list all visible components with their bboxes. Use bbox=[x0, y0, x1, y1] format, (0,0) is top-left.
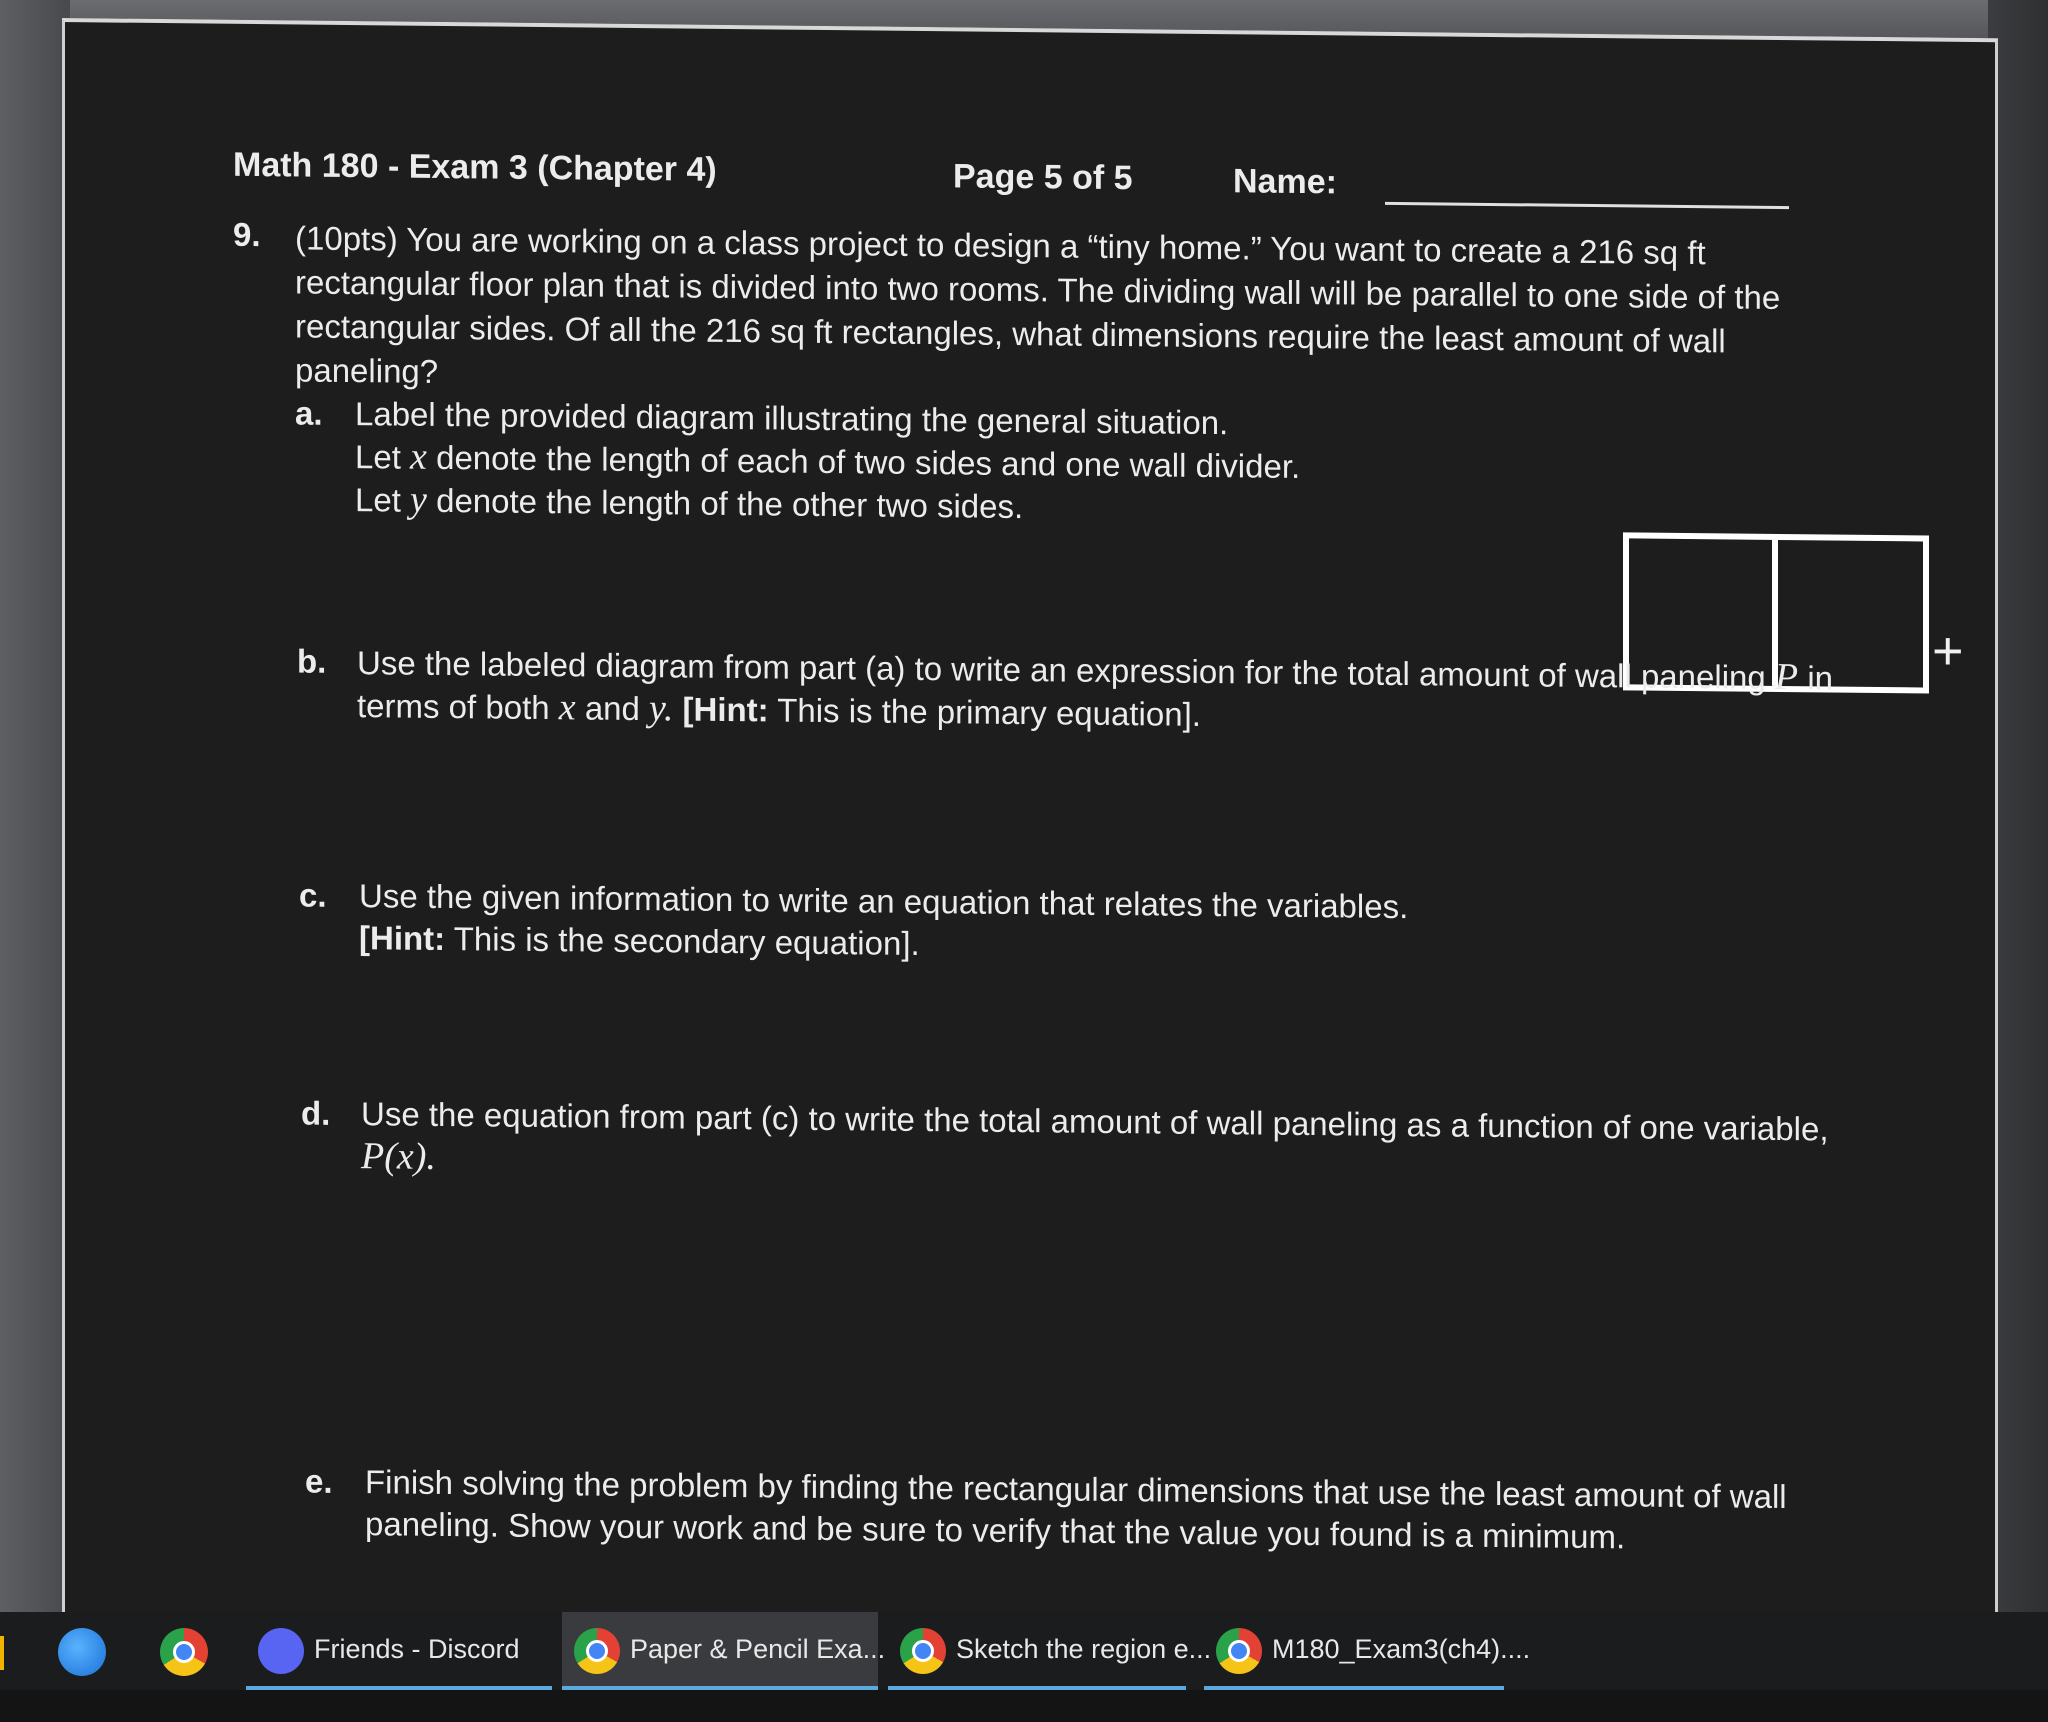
taskbar-window-label: Paper & Pencil Exa... bbox=[630, 1634, 886, 1664]
edge-icon[interactable] bbox=[58, 1628, 106, 1676]
taskbar-window-m180-exam3[interactable] bbox=[1204, 1612, 1531, 1690]
chrome-icon bbox=[900, 1628, 946, 1674]
part-b-hint-label: [Hint: bbox=[682, 690, 769, 729]
page-indicator: Page 5 of 5 bbox=[953, 157, 1133, 198]
taskbar-window-label: Friends - Discord bbox=[314, 1634, 520, 1664]
part-d-letter: d. bbox=[301, 1094, 331, 1132]
part-e-body bbox=[365, 1461, 1787, 1560]
part-b-prompt: Use the labeled diagram from part (a) to write an expression for the total amount of wall paneling bbox=[357, 644, 1766, 696]
part-e-line2: paneling. Show your work and be sure to verify that the value you found is a minimum. bbox=[365, 1505, 1626, 1556]
taskbar-edge-indicator bbox=[0, 1636, 4, 1670]
var-p: P bbox=[1774, 655, 1799, 699]
chrome-icon bbox=[574, 1628, 620, 1674]
part-b-and: and bbox=[584, 689, 640, 728]
var-x: x bbox=[410, 435, 427, 478]
part-a-letter: a. bbox=[295, 394, 323, 432]
part-c-hint-label: [Hint: bbox=[359, 919, 446, 958]
part-c-hint-text: This is the secondary equation]. bbox=[453, 920, 920, 962]
chrome-icon bbox=[1216, 1628, 1262, 1674]
part-b-body bbox=[357, 641, 1833, 742]
part-d-body bbox=[361, 1093, 1829, 1192]
part-a-body bbox=[355, 393, 1300, 531]
part-a-y-desc: denote the length of the other two sides. bbox=[436, 481, 1024, 526]
crosshair-cursor-icon: + bbox=[1932, 621, 1964, 681]
part-b-letter: b. bbox=[297, 642, 327, 680]
part-d-line1: Use the equation from part (c) to write the total amount of wall paneling as a function of one variable, bbox=[361, 1095, 1829, 1148]
part-d-function: P(x). bbox=[361, 1135, 436, 1178]
name-label: Name: bbox=[1233, 162, 1337, 202]
var-x: x bbox=[558, 686, 576, 729]
part-a-let-x: Let bbox=[355, 438, 401, 476]
part-a-x-desc: denote the length of each of two sides and one wall divider. bbox=[436, 438, 1301, 485]
part-b-in: in bbox=[1807, 659, 1833, 697]
discord-icon bbox=[258, 1628, 304, 1674]
exam-page bbox=[233, 145, 1913, 1556]
question-number: 9. bbox=[233, 215, 261, 254]
course-title: Math 180 - Exam 3 (Chapter 4) bbox=[233, 145, 717, 189]
monitor-frame-left bbox=[0, 0, 70, 1722]
name-blank-line bbox=[1385, 202, 1789, 209]
part-c-letter: c. bbox=[299, 876, 327, 914]
taskbar bbox=[0, 1612, 2048, 1690]
taskbar-window-label: M180_Exam3(ch4).... bbox=[1272, 1634, 1531, 1664]
var-y: y. bbox=[649, 687, 674, 730]
part-b-hint-text: This is the primary equation]. bbox=[777, 691, 1201, 733]
taskbar-window-label: Sketch the region e... bbox=[956, 1634, 1212, 1664]
taskbar-window-discord[interactable] bbox=[246, 1612, 552, 1690]
monitor-bezel-bottom bbox=[0, 1690, 2048, 1722]
taskbar-window-sketch-region[interactable] bbox=[888, 1612, 1212, 1690]
var-y: y bbox=[410, 478, 427, 521]
part-c-body bbox=[359, 875, 1408, 970]
taskbar-window-paper-pencil-exam[interactable] bbox=[562, 1612, 886, 1690]
chrome-icon[interactable] bbox=[160, 1628, 208, 1676]
exam-document-window bbox=[62, 18, 1998, 1640]
part-c-line1: Use the given information to write an equation that relates the variables. bbox=[359, 877, 1409, 926]
part-b-terms: terms of both bbox=[357, 687, 550, 727]
question-text: (10pts) You are working on a class project to design a “tiny home.” You want to create a 216 sq ft rectangular floor plan that is divided into two rooms. The dividing wall will be parallel to one side of the rectangular sides. Of all the 216 sq ft rectangles, what dimensions require the least amount of wall paneling? bbox=[295, 219, 1781, 390]
part-e-line1: Finish solving the problem by finding the rectangular dimensions that use the least amount of wall bbox=[365, 1463, 1787, 1516]
part-e-letter: e. bbox=[305, 1462, 333, 1500]
exam-header bbox=[233, 146, 1913, 212]
part-a-line1: Label the provided diagram illustrating the general situation. bbox=[355, 395, 1229, 442]
part-a-let-y: Let bbox=[355, 481, 401, 519]
